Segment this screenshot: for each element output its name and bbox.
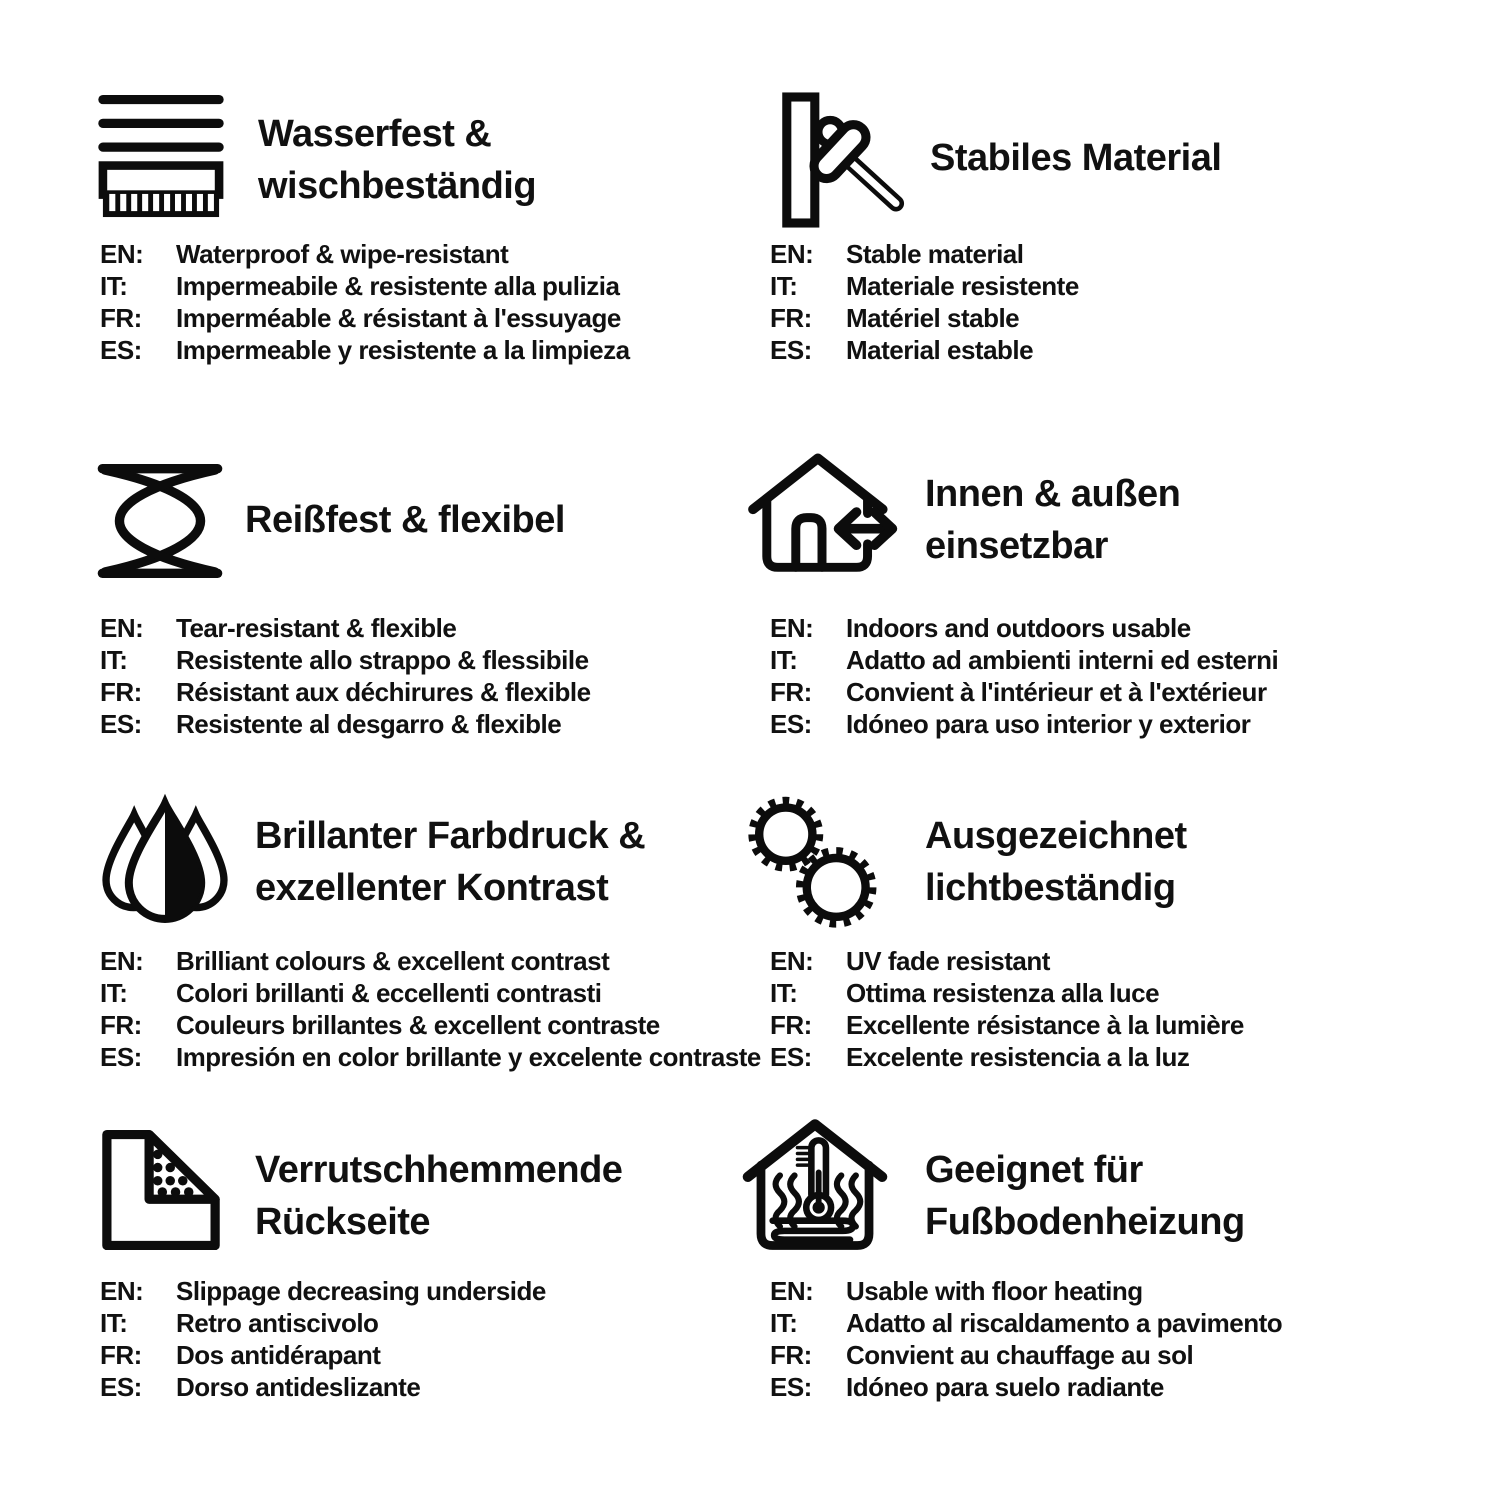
feature-translations-colours (100, 945, 764, 1073)
translation-row (100, 1339, 546, 1371)
translation-row (770, 1371, 1282, 1403)
translation-row (770, 1339, 1282, 1371)
translation-text: Excelente resistencia a la luz (846, 1041, 1190, 1072)
tear-flexible-icon (93, 452, 227, 590)
translation-row (100, 1041, 764, 1073)
translation-row (770, 1009, 1244, 1041)
title-line: Brillanter Farbdruck & (255, 815, 646, 857)
translation-text: Stable material (846, 238, 1024, 269)
title-line: Wasserfest & (258, 113, 492, 155)
language-label: EN: (770, 238, 814, 269)
color-drops-icon (98, 792, 232, 936)
language-label: IT: (770, 644, 798, 675)
translation-row (100, 1275, 546, 1307)
translation-text: Ottima resistenza alla luce (846, 977, 1160, 1008)
language-label: IT: (100, 270, 128, 301)
language-label: ES: (770, 1371, 812, 1402)
translation-row (770, 270, 1079, 302)
translation-text: Impresión en color brillante y excelente contraste (176, 1041, 761, 1072)
translation-row (770, 238, 1079, 270)
title-line: exzellenter Kontrast (255, 867, 609, 909)
language-label: FR: (770, 302, 812, 333)
translation-text: Resistente al desgarro & flexible (176, 708, 562, 739)
translation-text: Colori brillanti & eccellenti contrasti (176, 977, 602, 1008)
translation-text: Resistente allo strappo & flessibile (176, 644, 589, 675)
translation-row (770, 644, 1278, 676)
feature-translations-lightfast (770, 945, 1244, 1073)
translation-text: Impermeable y resistente a la limpieza (176, 334, 630, 365)
language-label: IT: (100, 977, 128, 1008)
gears-icon (748, 793, 888, 937)
translation-text: Couleurs brillantes & excellent contraste (176, 1009, 660, 1040)
translation-text: Tear-resistant & flexible (176, 612, 457, 643)
translation-row (100, 270, 630, 302)
translation-text: Material estable (846, 334, 1034, 365)
language-label: EN: (770, 612, 814, 643)
feature-translations-antislip (100, 1275, 546, 1403)
title-line: Rückseite (255, 1201, 431, 1243)
language-label: EN: (100, 238, 144, 269)
translation-text: Impermeabile & resistente alla pulizia (176, 270, 620, 301)
translation-row (100, 644, 591, 676)
language-label: EN: (100, 945, 144, 976)
feature-translations-floor-heating (770, 1275, 1282, 1403)
translation-row (100, 1371, 546, 1403)
language-label: ES: (770, 1041, 812, 1072)
feature-title-in-out (925, 468, 1180, 572)
translation-row (100, 612, 591, 644)
translation-text: Matériel stable (846, 302, 1020, 333)
title-line: Reißfest & flexibel (245, 499, 565, 541)
translation-row (770, 676, 1278, 708)
anti-slip-backing-icon (95, 1120, 227, 1260)
translation-row (770, 708, 1278, 740)
feature-title-tear (245, 494, 565, 546)
language-label: ES: (770, 334, 812, 365)
language-label: EN: (770, 1275, 814, 1306)
translation-row (770, 612, 1278, 644)
translation-text: Brilliant colours & excellent contrast (176, 945, 610, 976)
translation-row (100, 302, 630, 334)
language-label: ES: (770, 708, 812, 739)
language-label: FR: (770, 1339, 812, 1370)
title-line: Verrutschhemmende (255, 1149, 623, 1191)
translation-row (770, 1041, 1244, 1073)
feature-title-antislip (255, 1144, 622, 1248)
translation-row (770, 1275, 1282, 1307)
translation-row (770, 1307, 1282, 1339)
translation-row (770, 302, 1079, 334)
title-line: Ausgezeichnet (925, 815, 1187, 857)
title-line: Stabiles Material (930, 137, 1222, 179)
language-label: FR: (100, 302, 142, 333)
hammer-board-icon (772, 90, 922, 230)
language-label: FR: (770, 1009, 812, 1040)
translation-text: Convient au chauffage au sol (846, 1339, 1194, 1370)
translation-text: Materiale resistente (846, 270, 1079, 301)
language-label: EN: (770, 945, 814, 976)
translation-text: Idóneo para uso interior y exterior (846, 708, 1251, 739)
translation-row (100, 945, 764, 977)
translation-row (100, 977, 764, 1009)
language-label: IT: (770, 270, 798, 301)
language-label: ES: (100, 334, 142, 365)
translation-text: Dorso antideslizante (176, 1371, 421, 1402)
feature-title-colours (255, 810, 645, 914)
language-label: IT: (770, 977, 798, 1008)
translation-text: Dos antidérapant (176, 1339, 381, 1370)
translation-row (100, 676, 591, 708)
title-line: Innen & außen (925, 473, 1181, 515)
feature-translations-tear (100, 612, 591, 740)
translation-text: UV fade resistant (846, 945, 1050, 976)
translation-text: Slippage decreasing underside (176, 1275, 546, 1306)
feature-translations-waterproof (100, 238, 630, 366)
translation-text: Résistant aux déchirures & flexible (176, 676, 591, 707)
feature-title-waterproof (258, 108, 536, 212)
translation-row (770, 334, 1079, 366)
translation-text: Convient à l'intérieur et à l'extérieur (846, 676, 1267, 707)
title-line: Geeignet für (925, 1149, 1143, 1191)
language-label: ES: (100, 1371, 142, 1402)
translation-text: Adatto al riscaldamento a pavimento (846, 1307, 1283, 1338)
translation-row (100, 1307, 546, 1339)
translation-text: Excellente résistance à la lumière (846, 1009, 1244, 1040)
title-line: Fußbodenheizung (925, 1201, 1245, 1243)
house-in-out-icon (746, 450, 898, 588)
feature-translations-stable (770, 238, 1079, 366)
brush-icon (95, 86, 227, 224)
language-label: FR: (100, 1009, 142, 1040)
translation-row (100, 334, 630, 366)
language-label: EN: (100, 612, 144, 643)
language-label: FR: (100, 676, 142, 707)
translation-row (100, 708, 591, 740)
translation-text: Idóneo para suelo radiante (846, 1371, 1164, 1402)
translation-text: Imperméable & résistant à l'essuyage (176, 302, 621, 333)
feature-title-stable (930, 132, 1221, 184)
feature-title-lightfast (925, 810, 1187, 914)
title-line: lichtbeständig (925, 867, 1176, 909)
translation-text: Waterproof & wipe-resistant (176, 238, 509, 269)
language-label: IT: (770, 1307, 798, 1338)
language-label: IT: (100, 644, 128, 675)
translation-row (770, 945, 1244, 977)
language-label: IT: (100, 1307, 128, 1338)
translation-text: Indoors and outdoors usable (846, 612, 1191, 643)
language-label: EN: (100, 1275, 144, 1306)
translation-text: Adatto ad ambienti interni ed esterni (846, 644, 1279, 675)
translation-row (100, 1009, 764, 1041)
translation-text: Usable with floor heating (846, 1275, 1143, 1306)
language-label: FR: (100, 1339, 142, 1370)
translation-text: Retro antiscivolo (176, 1307, 379, 1338)
feature-translations-in-out (770, 612, 1278, 740)
feature-title-floor-heating (925, 1144, 1245, 1248)
language-label: FR: (770, 676, 812, 707)
translation-row (100, 238, 630, 270)
language-label: ES: (100, 1041, 142, 1072)
title-line: einsetzbar (925, 525, 1108, 567)
title-line: wischbeständig (258, 165, 537, 207)
floor-heating-icon (742, 1116, 888, 1264)
language-label: ES: (100, 708, 142, 739)
translation-row (770, 977, 1244, 1009)
